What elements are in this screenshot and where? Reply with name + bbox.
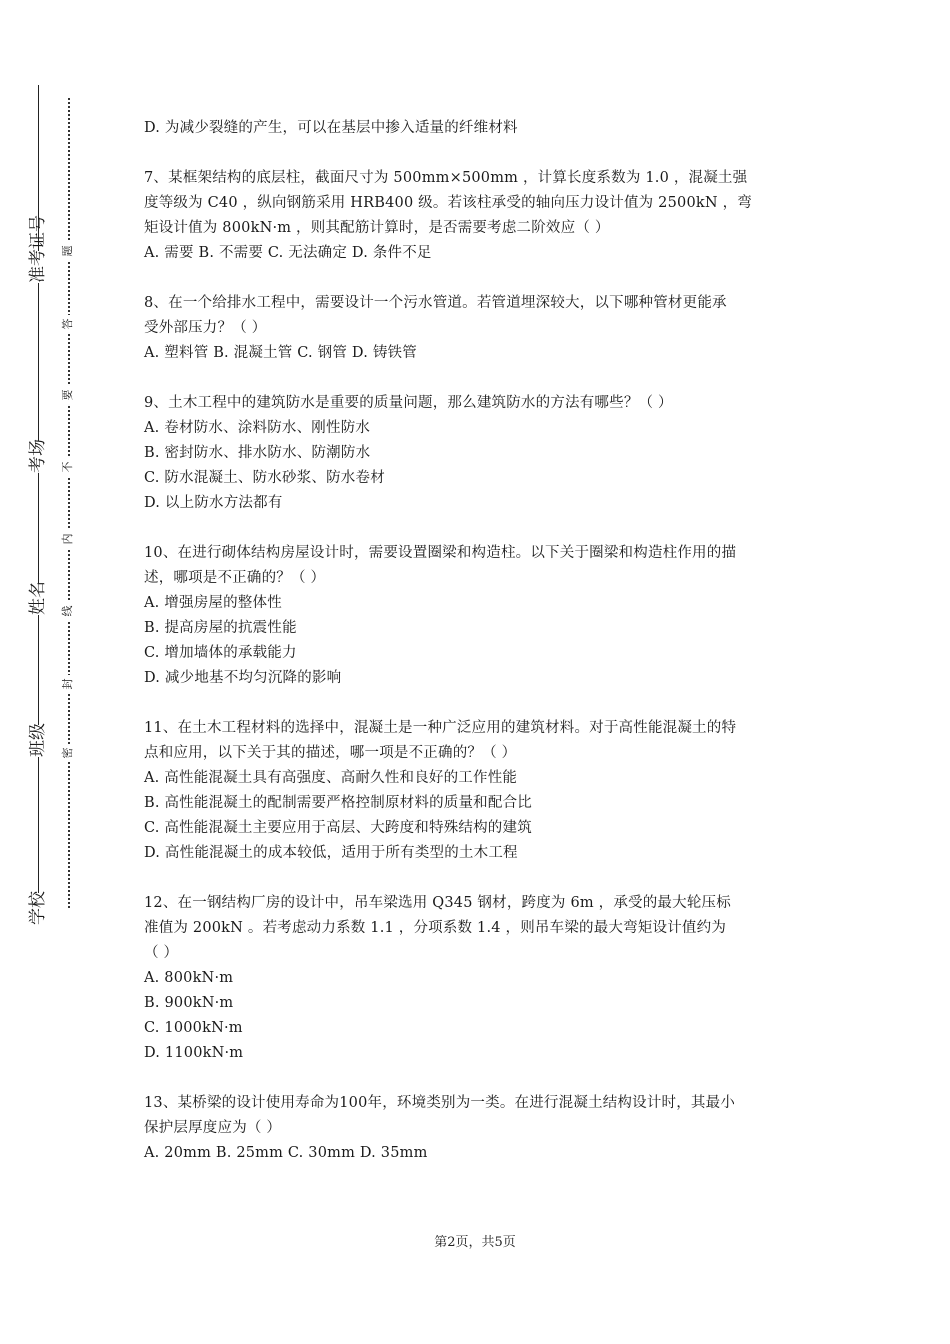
text-line: 矩设计值为 800kN·m ，则其配筋计算时，是否需要考虑二阶效应（ ）	[144, 220, 610, 236]
text-line: 10、在进行砌体结构房屋设计时，需要设置圈梁和构造柱。以下关于圈梁和构造柱作用的描	[144, 545, 737, 561]
text-line: D. 以上防水方法都有	[144, 495, 283, 511]
blank-line	[144, 266, 814, 291]
text-line: D. 高性能混凝土的成本较低，适用于所有类型的土木工程	[144, 845, 518, 861]
seal-char: 密	[61, 744, 75, 762]
seal-char: 要	[61, 386, 75, 404]
text-line: 12、在一钢结构厂房的设计中，吊车梁选用 Q345 钢材，跨度为 6m ，承受的最大轮压标	[144, 895, 731, 911]
text-line: C. 增加墙体的承载能力	[144, 645, 297, 661]
text-line: 保护层厚度应为（ ）	[144, 1120, 282, 1136]
page-footer: 第2页，共5页	[434, 1235, 516, 1250]
seal-char: 答	[61, 315, 75, 333]
text-line: D. 减少地基不均匀沉降的影响	[144, 670, 342, 686]
text-line: 7、某框架结构的底层柱，截面尺寸为 500mm×500mm ，计算长度系数为 1.0 ，混凝土强	[144, 170, 748, 186]
text-line: A. 卷材防水、涂料防水、刚性防水	[144, 420, 371, 436]
text-line: A. 20mm B. 25mm C. 30mm D. 35mm	[144, 1145, 428, 1161]
seal-char: 题	[61, 242, 75, 260]
blank-line	[144, 691, 814, 716]
blank-line	[144, 866, 814, 891]
seal-char: 内	[61, 530, 75, 548]
text-line: B. 高性能混凝土的配制需要严格控制原材料的质量和配合比	[144, 795, 532, 811]
text-line: （ ）	[144, 945, 179, 961]
text-line: B. 900kN·m	[144, 995, 234, 1011]
seal-char: 不	[61, 458, 75, 476]
text-line: 度等级为 C40 ，纵向钢筋采用 HRB400 级。若该柱承受的轴向压力设计值为 2500kN ，弯	[144, 195, 752, 211]
blank-line	[144, 366, 814, 391]
text-line: A. 塑料管 B. 混凝土管 C. 钢管 D. 铸铁管	[144, 345, 417, 361]
text-line: B. 提高房屋的抗震性能	[144, 620, 297, 636]
blank-line	[144, 1066, 814, 1091]
binding-solid-line	[38, 85, 39, 925]
text-line: 11、在土木工程材料的选择中，混凝土是一种广泛应用的建筑材料。对于高性能混凝土的特	[144, 720, 737, 736]
text-line: C. 防水混凝土、防水砂浆、防水卷材	[144, 470, 385, 486]
binding-margin	[0, 0, 110, 1344]
text-line: 点和应用，以下关于其的描述，哪一项是不正确的？（ ）	[144, 745, 517, 761]
text-line: C. 1000kN·m	[144, 1020, 243, 1036]
text-line: A. 800kN·m	[144, 970, 234, 986]
field-class-label: 班级	[28, 723, 48, 757]
text-line: 准值为 200kN 。若考虑动力系数 1.1 ，分项系数 1.4 ，则吊车梁的最大弯矩设计值约为	[144, 920, 727, 936]
field-exam-room-label: 考场	[28, 439, 48, 473]
question-content	[144, 116, 814, 1166]
text-line: D. 为减少裂缝的产生，可以在基层中掺入适量的纤维材料	[144, 120, 518, 136]
text-line: 述，哪项是不正确的？（ ）	[144, 570, 326, 586]
field-exam-number-label: 准考证号	[28, 215, 48, 283]
text-line: A. 高性能混凝土具有高强度、高耐久性和良好的工作性能	[144, 770, 518, 786]
field-school-label: 学校	[28, 891, 48, 925]
text-line: D. 1100kN·m	[144, 1045, 244, 1061]
text-line: 13、某桥梁的设计使用寿命为100年，环境类别为一类。在进行混凝土结构设计时，其最小	[144, 1095, 736, 1111]
seal-dotted-line	[68, 98, 70, 908]
text-line: A. 需要 B. 不需要 C. 无法确定 D. 条件不足	[144, 245, 432, 261]
text-line: 受外部压力？（ ）	[144, 320, 267, 336]
field-name-label: 姓名	[28, 581, 48, 615]
text-line: 8、在一个给排水工程中，需要设计一个污水管道。若管道埋深较大，以下哪种管材更能承	[144, 295, 727, 311]
text-line: C. 高性能混凝土主要应用于高层、大跨度和特殊结构的建筑	[144, 820, 532, 836]
text-line: 9、土木工程中的建筑防水是重要的质量问题，那么建筑防水的方法有哪些？（ ）	[144, 395, 673, 411]
seal-char: 线	[61, 602, 75, 620]
seal-char: 封	[61, 675, 75, 693]
text-line: A. 增强房屋的整体性	[144, 595, 282, 611]
text-line: B. 密封防水、排水防水、防潮防水	[144, 445, 371, 461]
blank-line	[144, 516, 814, 541]
blank-line	[144, 141, 814, 166]
